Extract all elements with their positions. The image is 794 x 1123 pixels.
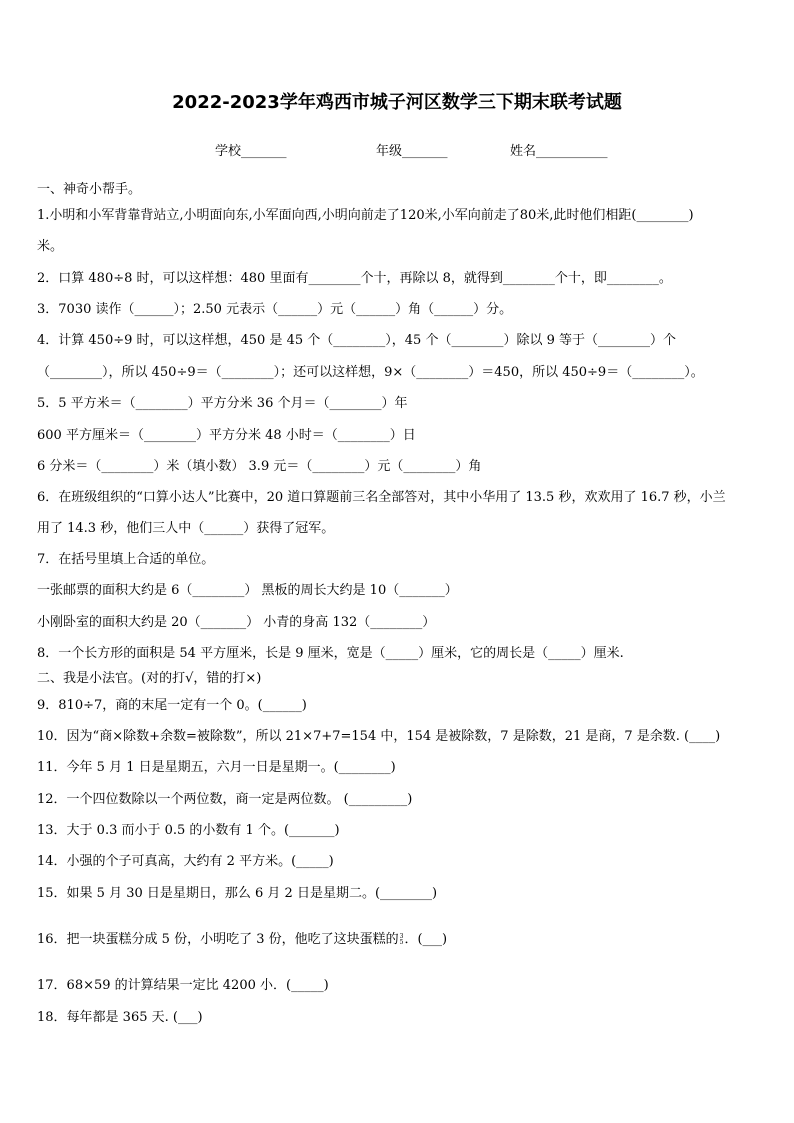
question-line: 8．一个长方形的面积是 54 平方厘米，长是 9 厘米，宽是（_____）厘米，它的周长是（_____）厘米.	[37, 646, 624, 661]
question-line: 用了 14.3 秒，他们三人中（______）获得了冠军。	[37, 521, 335, 536]
question-line: 小刚卧室的面积大约是 20（_______） 小青的身高 132（________）	[37, 615, 436, 630]
school-field: 学校_______	[215, 144, 287, 159]
question-line: 600 平方厘米＝（________）平方分米 48 小时＝（________）日	[37, 428, 416, 443]
name-field: 姓名___________	[510, 144, 608, 159]
question-line: 3．7030 读作（______）；2.50 元表示（______）元（______）角（______）分。	[37, 302, 513, 317]
question-line: 12．一个四位数除以一个两位数，商一定是两位数。 (_________)	[37, 792, 413, 807]
question-line: 13．大于 0.3 而小于 0.5 的小数有 1 个。(_______)	[37, 823, 340, 838]
question-line: 17．68×59 的计算结果一定比 4200 小．(_____)	[37, 978, 329, 993]
question-line: （________），所以 450÷9＝（________）；还可以这样想，9×（________）＝450，所以 450÷9＝（________）。	[37, 365, 704, 380]
question-line: 2．口算 480÷8 时，可以这样想：480 里面有________个十，再除以 8，就得到________个十，即________。	[37, 271, 672, 286]
section-heading: 一、神奇小帮手。	[37, 182, 142, 197]
fraction-numerator: 3	[399, 932, 404, 940]
fraction-denominator: 5	[399, 938, 404, 946]
question-line: 6 分米＝（________）米（填小数） 3.9 元＝（________）元（________）角	[37, 459, 482, 474]
question-16-text: 16．把一块蛋糕分成 5 份，小明吃了 3 份，他吃了这块蛋糕的	[37, 932, 399, 947]
question-line: 5．5 平方米＝（________）平方分米 36 个月＝（________）年	[37, 396, 408, 411]
question-line: 10．因为“商×除数+余数=被除数”，所以 21×7+7=154 中，154 是被除数，7 是除数，21 是商，7 是余数. (____)	[37, 729, 721, 744]
question-line: 15．如果 5 月 30 日是星期日，那么 6 月 2 日是星期二。(________)	[37, 886, 438, 901]
grade-field: 年级_______	[376, 144, 448, 159]
question-line: 14．小强的个子可真高，大约有 2 平方米。(_____)	[37, 854, 334, 869]
question-16-tail: ．(___)	[404, 932, 448, 947]
page-title: 2022-2023学年鸡西市城子河区数学三下期末联考试题	[172, 92, 622, 113]
question-line: 4．计算 450÷9 时，可以这样想，450 是 45 个（________），45 个（________）除以 9 等于（________）个	[37, 333, 676, 348]
fraction	[400, 934, 404, 946]
question-line: 米。	[37, 239, 64, 254]
question-line: 1.小明和小军背靠背站立,小明面向东,小军面向西,小明向前走了120米,小军向前走了80米,此时他们相距(________)	[37, 208, 694, 223]
section-heading: 二、我是小法官。(对的打√，错的打×)	[37, 671, 262, 686]
question-line: 7．在括号里填上合适的单位。	[37, 552, 215, 567]
question-line: 一张邮票的面积大约是 6（________） 黑板的周长大约是 10（_______）	[37, 583, 458, 598]
question-line: 18．每年都是 365 天. (___)	[37, 1010, 203, 1025]
question-line: 11．今年 5 月 1 日是星期五，六月一日是星期一。(________)	[37, 760, 396, 775]
question-line: 6．在班级组织的“口算小达人”比赛中，20 道口算题前三名全部答对，其中小华用了 13.5 秒，欢欢用了 16.7 秒，小兰	[37, 490, 726, 505]
question-line	[37, 931, 447, 949]
question-line: 9．810÷7，商的末尾一定有一个 0。(______)	[37, 698, 307, 713]
